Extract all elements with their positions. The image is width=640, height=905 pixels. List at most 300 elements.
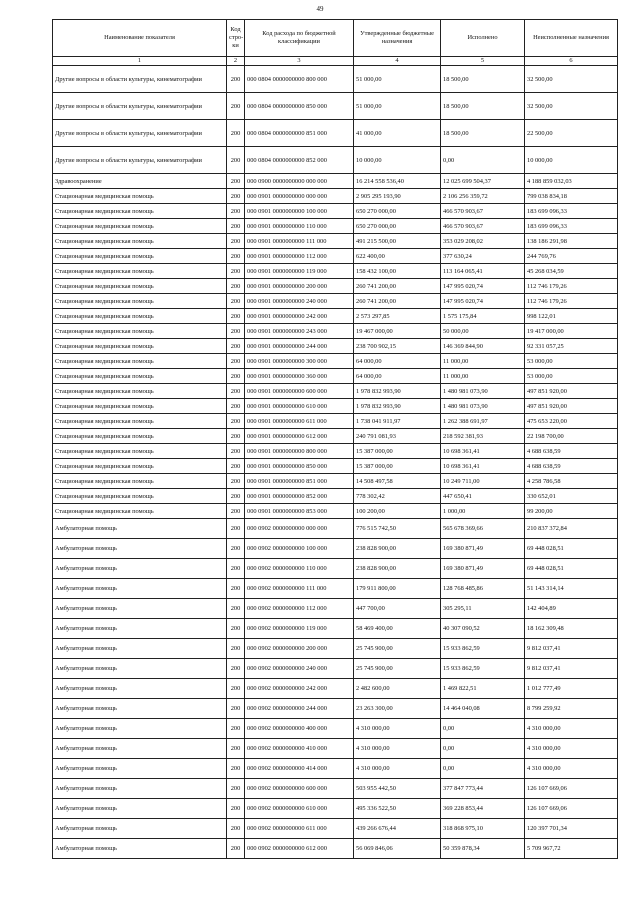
- row-executed-amount: 353 029 208,02: [441, 234, 525, 249]
- table-row: [53, 189, 618, 204]
- table-row: [53, 174, 618, 189]
- row-executed-amount: 18 500,00: [441, 66, 525, 93]
- row-line-code: 200: [227, 579, 245, 599]
- column-number-row: [53, 57, 618, 66]
- row-indicator-name: Другие вопросы в области культуры, кинематографии: [53, 147, 227, 174]
- row-approved-amount: 260 741 200,00: [354, 279, 441, 294]
- row-line-code: 200: [227, 759, 245, 779]
- row-line-code: 200: [227, 354, 245, 369]
- row-executed-amount: 50 000,00: [441, 324, 525, 339]
- row-line-code: 200: [227, 234, 245, 249]
- row-line-code: 200: [227, 739, 245, 759]
- row-line-code: 200: [227, 799, 245, 819]
- table-row: [53, 234, 618, 249]
- row-approved-amount: 51 000,00: [354, 93, 441, 120]
- row-line-code: 200: [227, 66, 245, 93]
- row-expense-code: 000 0902 0000000000 110 000: [245, 559, 354, 579]
- row-executed-amount: 2 106 256 359,72: [441, 189, 525, 204]
- row-unexecuted-amount: 51 143 314,14: [525, 579, 618, 599]
- row-unexecuted-amount: 4 310 000,00: [525, 759, 618, 779]
- row-indicator-name: Амбулаторная помощь: [53, 759, 227, 779]
- row-executed-amount: 169 380 871,49: [441, 539, 525, 559]
- row-indicator-name: Стационарная медицинская помощь: [53, 384, 227, 399]
- header-approved: Утвержденные бюджетные назначения: [354, 20, 441, 57]
- row-expense-code: 000 0901 0000000000 000 000: [245, 189, 354, 204]
- row-expense-code: 000 0804 0000000000 851 000: [245, 120, 354, 147]
- row-unexecuted-amount: 53 000,00: [525, 369, 618, 384]
- row-expense-code: 000 0902 0000000000 242 000: [245, 679, 354, 699]
- row-expense-code: 000 0901 0000000000 852 000: [245, 489, 354, 504]
- table-row: [53, 429, 618, 444]
- row-executed-amount: 169 380 871,49: [441, 559, 525, 579]
- row-line-code: 200: [227, 559, 245, 579]
- table-row: [53, 839, 618, 859]
- row-unexecuted-amount: 126 107 669,06: [525, 779, 618, 799]
- row-indicator-name: Стационарная медицинская помощь: [53, 309, 227, 324]
- row-indicator-name: Другие вопросы в области культуры, кинематографии: [53, 93, 227, 120]
- row-executed-amount: 40 307 090,52: [441, 619, 525, 639]
- row-executed-amount: 14 464 040,08: [441, 699, 525, 719]
- row-approved-amount: 650 270 000,00: [354, 219, 441, 234]
- row-expense-code: 000 0902 0000000000 000 000: [245, 519, 354, 539]
- row-expense-code: 000 0902 0000000000 400 000: [245, 719, 354, 739]
- table-row: [53, 599, 618, 619]
- row-approved-amount: 2 905 295 193,90: [354, 189, 441, 204]
- header-unexecuted: Неисполненные назначения: [525, 20, 618, 57]
- row-line-code: 200: [227, 444, 245, 459]
- row-expense-code: 000 0901 0000000000 243 000: [245, 324, 354, 339]
- row-indicator-name: Амбулаторная помощь: [53, 779, 227, 799]
- row-expense-code: 000 0901 0000000000 100 000: [245, 204, 354, 219]
- row-expense-code: 000 0902 0000000000 112 000: [245, 599, 354, 619]
- row-line-code: 200: [227, 174, 245, 189]
- row-expense-code: 000 0900 0000000000 000 000: [245, 174, 354, 189]
- row-line-code: 200: [227, 659, 245, 679]
- row-expense-code: 000 0901 0000000000 800 000: [245, 444, 354, 459]
- row-approved-amount: 238 828 900,00: [354, 559, 441, 579]
- row-indicator-name: Амбулаторная помощь: [53, 699, 227, 719]
- row-unexecuted-amount: 9 812 037,41: [525, 659, 618, 679]
- row-approved-amount: 25 745 900,00: [354, 639, 441, 659]
- table-row: [53, 779, 618, 799]
- row-line-code: 200: [227, 459, 245, 474]
- row-indicator-name: Другие вопросы в области культуры, кинематографии: [53, 120, 227, 147]
- row-unexecuted-amount: 5 709 967,72: [525, 839, 618, 859]
- row-approved-amount: 778 302,42: [354, 489, 441, 504]
- row-unexecuted-amount: 69 448 028,51: [525, 539, 618, 559]
- column-number: 5: [441, 57, 525, 66]
- row-line-code: 200: [227, 264, 245, 279]
- row-approved-amount: 491 215 500,00: [354, 234, 441, 249]
- row-expense-code: 000 0901 0000000000 610 000: [245, 399, 354, 414]
- row-expense-code: 000 0902 0000000000 414 000: [245, 759, 354, 779]
- table-row: [53, 579, 618, 599]
- table-row: [53, 384, 618, 399]
- row-line-code: 200: [227, 619, 245, 639]
- row-expense-code: 000 0901 0000000000 360 000: [245, 369, 354, 384]
- row-indicator-name: Стационарная медицинская помощь: [53, 399, 227, 414]
- row-unexecuted-amount: 4 310 000,00: [525, 739, 618, 759]
- column-number: 1: [53, 57, 227, 66]
- table-row: [53, 459, 618, 474]
- table-row: [53, 66, 618, 93]
- row-line-code: 200: [227, 414, 245, 429]
- row-executed-amount: 565 678 369,66: [441, 519, 525, 539]
- row-unexecuted-amount: 497 851 920,00: [525, 399, 618, 414]
- row-executed-amount: 447 650,41: [441, 489, 525, 504]
- row-line-code: 200: [227, 779, 245, 799]
- row-line-code: 200: [227, 429, 245, 444]
- row-unexecuted-amount: 4 310 000,00: [525, 719, 618, 739]
- row-expense-code: 000 0901 0000000000 853 000: [245, 504, 354, 519]
- row-line-code: 200: [227, 504, 245, 519]
- row-line-code: 200: [227, 719, 245, 739]
- row-executed-amount: 1 469 822,51: [441, 679, 525, 699]
- row-executed-amount: 377 847 773,44: [441, 779, 525, 799]
- row-unexecuted-amount: 4 688 638,59: [525, 459, 618, 474]
- row-executed-amount: 146 369 844,90: [441, 339, 525, 354]
- row-approved-amount: 15 387 000,00: [354, 444, 441, 459]
- table-row: [53, 659, 618, 679]
- row-unexecuted-amount: 53 000,00: [525, 354, 618, 369]
- row-expense-code: 000 0901 0000000000 300 000: [245, 354, 354, 369]
- row-approved-amount: 1 978 832 993,90: [354, 384, 441, 399]
- table-row: [53, 399, 618, 414]
- row-line-code: 200: [227, 384, 245, 399]
- row-executed-amount: 10 249 711,00: [441, 474, 525, 489]
- row-expense-code: 000 0902 0000000000 610 000: [245, 799, 354, 819]
- row-executed-amount: 1 262 388 691,97: [441, 414, 525, 429]
- row-executed-amount: 18 500,00: [441, 93, 525, 120]
- row-expense-code: 000 0901 0000000000 611 000: [245, 414, 354, 429]
- row-expense-code: 000 0902 0000000000 611 000: [245, 819, 354, 839]
- table-row: [53, 819, 618, 839]
- row-line-code: 200: [227, 839, 245, 859]
- row-line-code: 200: [227, 249, 245, 264]
- column-number: 6: [525, 57, 618, 66]
- row-line-code: 200: [227, 819, 245, 839]
- row-indicator-name: Амбулаторная помощь: [53, 599, 227, 619]
- table-row: [53, 489, 618, 504]
- table-row: [53, 294, 618, 309]
- table-row: [53, 539, 618, 559]
- row-unexecuted-amount: 99 200,00: [525, 504, 618, 519]
- row-unexecuted-amount: 22 198 700,00: [525, 429, 618, 444]
- row-approved-amount: 64 000,00: [354, 354, 441, 369]
- column-number: 3: [245, 57, 354, 66]
- row-approved-amount: 776 515 742,50: [354, 519, 441, 539]
- row-executed-amount: 369 228 853,44: [441, 799, 525, 819]
- row-unexecuted-amount: 330 652,01: [525, 489, 618, 504]
- row-indicator-name: Стационарная медицинская помощь: [53, 339, 227, 354]
- row-unexecuted-amount: 244 769,76: [525, 249, 618, 264]
- row-executed-amount: 10 698 361,41: [441, 444, 525, 459]
- row-indicator-name: Амбулаторная помощь: [53, 579, 227, 599]
- row-approved-amount: 495 336 522,50: [354, 799, 441, 819]
- row-approved-amount: 447 700,00: [354, 599, 441, 619]
- table-row: [53, 309, 618, 324]
- row-executed-amount: 1 480 981 073,90: [441, 399, 525, 414]
- row-line-code: 200: [227, 120, 245, 147]
- row-indicator-name: Стационарная медицинская помощь: [53, 279, 227, 294]
- row-approved-amount: 238 828 900,00: [354, 539, 441, 559]
- row-indicator-name: Стационарная медицинская помощь: [53, 444, 227, 459]
- row-indicator-name: Амбулаторная помощь: [53, 839, 227, 859]
- row-executed-amount: 113 164 065,41: [441, 264, 525, 279]
- page-number: 49: [316, 5, 324, 13]
- row-approved-amount: 179 911 800,00: [354, 579, 441, 599]
- row-indicator-name: Стационарная медицинская помощь: [53, 204, 227, 219]
- row-approved-amount: 15 387 000,00: [354, 459, 441, 474]
- row-line-code: 200: [227, 339, 245, 354]
- row-approved-amount: 439 266 676,44: [354, 819, 441, 839]
- row-unexecuted-amount: 497 851 920,00: [525, 384, 618, 399]
- row-indicator-name: Стационарная медицинская помощь: [53, 249, 227, 264]
- column-number: 2: [227, 57, 245, 66]
- row-unexecuted-amount: 112 746 179,26: [525, 294, 618, 309]
- row-line-code: 200: [227, 399, 245, 414]
- row-approved-amount: 56 069 846,06: [354, 839, 441, 859]
- row-unexecuted-amount: 142 404,89: [525, 599, 618, 619]
- row-approved-amount: 4 310 000,00: [354, 739, 441, 759]
- row-unexecuted-amount: 998 122,01: [525, 309, 618, 324]
- row-indicator-name: Амбулаторная помощь: [53, 539, 227, 559]
- row-approved-amount: 58 469 400,00: [354, 619, 441, 639]
- row-unexecuted-amount: 210 837 372,84: [525, 519, 618, 539]
- row-unexecuted-amount: 120 397 701,34: [525, 819, 618, 839]
- header-indicator-name: Наименование показателя: [53, 20, 227, 57]
- row-approved-amount: 14 508 497,58: [354, 474, 441, 489]
- row-unexecuted-amount: 126 107 669,06: [525, 799, 618, 819]
- row-approved-amount: 4 310 000,00: [354, 759, 441, 779]
- row-indicator-name: Амбулаторная помощь: [53, 619, 227, 639]
- row-executed-amount: 0,00: [441, 759, 525, 779]
- row-executed-amount: 466 570 903,67: [441, 219, 525, 234]
- table-row: [53, 93, 618, 120]
- row-indicator-name: Амбулаторная помощь: [53, 679, 227, 699]
- row-executed-amount: 18 500,00: [441, 120, 525, 147]
- row-indicator-name: Стационарная медицинская помощь: [53, 369, 227, 384]
- row-indicator-name: Амбулаторная помощь: [53, 639, 227, 659]
- row-approved-amount: 260 741 200,00: [354, 294, 441, 309]
- row-unexecuted-amount: 32 500,00: [525, 66, 618, 93]
- row-line-code: 200: [227, 324, 245, 339]
- row-indicator-name: Стационарная медицинская помощь: [53, 459, 227, 474]
- row-line-code: 200: [227, 519, 245, 539]
- row-line-code: 200: [227, 489, 245, 504]
- row-expense-code: 000 0901 0000000000 110 000: [245, 219, 354, 234]
- header-executed: Исполнено: [441, 20, 525, 57]
- row-indicator-name: Амбулаторная помощь: [53, 799, 227, 819]
- row-expense-code: 000 0901 0000000000 242 000: [245, 309, 354, 324]
- row-expense-code: 000 0804 0000000000 850 000: [245, 93, 354, 120]
- table-row: [53, 339, 618, 354]
- table-row: [53, 619, 618, 639]
- table-row: [53, 799, 618, 819]
- row-unexecuted-amount: 22 500,00: [525, 120, 618, 147]
- row-indicator-name: Стационарная медицинская помощь: [53, 474, 227, 489]
- row-expense-code: 000 0901 0000000000 244 000: [245, 339, 354, 354]
- table-row: [53, 679, 618, 699]
- table-row: [53, 249, 618, 264]
- row-expense-code: 000 0902 0000000000 111 000: [245, 579, 354, 599]
- row-unexecuted-amount: 183 699 096,33: [525, 219, 618, 234]
- row-indicator-name: Стационарная медицинская помощь: [53, 234, 227, 249]
- row-indicator-name: Здравоохранение: [53, 174, 227, 189]
- row-indicator-name: Амбулаторная помощь: [53, 519, 227, 539]
- row-line-code: 200: [227, 639, 245, 659]
- table-row: [53, 414, 618, 429]
- row-line-code: 200: [227, 599, 245, 619]
- row-unexecuted-amount: 19 417 000,00: [525, 324, 618, 339]
- row-approved-amount: 240 791 081,93: [354, 429, 441, 444]
- table-row: [53, 219, 618, 234]
- row-executed-amount: 128 768 485,86: [441, 579, 525, 599]
- row-indicator-name: Стационарная медицинская помощь: [53, 414, 227, 429]
- row-approved-amount: 503 955 442,50: [354, 779, 441, 799]
- row-unexecuted-amount: 10 000,00: [525, 147, 618, 174]
- row-approved-amount: 19 467 000,00: [354, 324, 441, 339]
- row-indicator-name: Стационарная медицинская помощь: [53, 189, 227, 204]
- row-line-code: 200: [227, 189, 245, 204]
- row-line-code: 200: [227, 279, 245, 294]
- row-approved-amount: 622 400,00: [354, 249, 441, 264]
- row-expense-code: 000 0902 0000000000 410 000: [245, 739, 354, 759]
- row-indicator-name: Амбулаторная помощь: [53, 819, 227, 839]
- row-executed-amount: 0,00: [441, 147, 525, 174]
- table-row: [53, 204, 618, 219]
- row-unexecuted-amount: 92 331 057,25: [525, 339, 618, 354]
- row-executed-amount: 1 575 175,84: [441, 309, 525, 324]
- row-expense-code: 000 0901 0000000000 111 000: [245, 234, 354, 249]
- row-executed-amount: 147 995 020,74: [441, 279, 525, 294]
- row-unexecuted-amount: 32 500,00: [525, 93, 618, 120]
- table-row: [53, 354, 618, 369]
- row-approved-amount: 158 432 100,00: [354, 264, 441, 279]
- table-row: [53, 719, 618, 739]
- row-executed-amount: 147 995 020,74: [441, 294, 525, 309]
- row-executed-amount: 10 698 361,41: [441, 459, 525, 474]
- row-executed-amount: 15 933 862,59: [441, 659, 525, 679]
- row-indicator-name: Амбулаторная помощь: [53, 659, 227, 679]
- table-row: [53, 264, 618, 279]
- table-row: [53, 639, 618, 659]
- row-executed-amount: 11 000,00: [441, 369, 525, 384]
- row-line-code: 200: [227, 204, 245, 219]
- row-line-code: 200: [227, 219, 245, 234]
- row-expense-code: 000 0804 0000000000 852 000: [245, 147, 354, 174]
- table-row: [53, 324, 618, 339]
- row-unexecuted-amount: 112 746 179,26: [525, 279, 618, 294]
- row-unexecuted-amount: 9 812 037,41: [525, 639, 618, 659]
- table-header-row: [53, 20, 618, 57]
- row-expense-code: 000 0901 0000000000 612 000: [245, 429, 354, 444]
- row-approved-amount: 650 270 000,00: [354, 204, 441, 219]
- row-unexecuted-amount: 45 268 034,59: [525, 264, 618, 279]
- row-expense-code: 000 0902 0000000000 119 000: [245, 619, 354, 639]
- row-expense-code: 000 0901 0000000000 850 000: [245, 459, 354, 474]
- row-expense-code: 000 0901 0000000000 200 000: [245, 279, 354, 294]
- row-approved-amount: 2 482 600,00: [354, 679, 441, 699]
- row-indicator-name: Стационарная медицинская помощь: [53, 264, 227, 279]
- row-unexecuted-amount: 799 038 834,18: [525, 189, 618, 204]
- row-line-code: 200: [227, 679, 245, 699]
- row-executed-amount: 50 359 878,34: [441, 839, 525, 859]
- row-line-code: 200: [227, 294, 245, 309]
- row-unexecuted-amount: 4 188 859 032,03: [525, 174, 618, 189]
- row-indicator-name: Стационарная медицинская помощь: [53, 294, 227, 309]
- table-row: [53, 504, 618, 519]
- row-unexecuted-amount: 183 699 096,33: [525, 204, 618, 219]
- row-unexecuted-amount: 138 186 291,98: [525, 234, 618, 249]
- row-executed-amount: 1 000,00: [441, 504, 525, 519]
- table-row: [53, 699, 618, 719]
- table-row: [53, 759, 618, 779]
- row-expense-code: 000 0902 0000000000 240 000: [245, 659, 354, 679]
- row-expense-code: 000 0901 0000000000 240 000: [245, 294, 354, 309]
- row-unexecuted-amount: 4 688 638,59: [525, 444, 618, 459]
- row-indicator-name: Стационарная медицинская помощь: [53, 219, 227, 234]
- table-row: [53, 739, 618, 759]
- row-line-code: 200: [227, 369, 245, 384]
- row-approved-amount: 100 200,00: [354, 504, 441, 519]
- row-unexecuted-amount: 475 653 220,00: [525, 414, 618, 429]
- table-row: [53, 474, 618, 489]
- row-expense-code: 000 0902 0000000000 244 000: [245, 699, 354, 719]
- row-executed-amount: 0,00: [441, 719, 525, 739]
- row-line-code: 200: [227, 539, 245, 559]
- row-executed-amount: 377 630,24: [441, 249, 525, 264]
- header-line-code: Код стро-ки: [227, 20, 245, 57]
- row-indicator-name: Стационарная медицинская помощь: [53, 504, 227, 519]
- table-row: [53, 559, 618, 579]
- row-executed-amount: 318 868 975,10: [441, 819, 525, 839]
- row-approved-amount: 51 000,00: [354, 66, 441, 93]
- row-line-code: 200: [227, 147, 245, 174]
- row-approved-amount: 238 700 902,15: [354, 339, 441, 354]
- row-approved-amount: 10 000,00: [354, 147, 441, 174]
- row-line-code: 200: [227, 309, 245, 324]
- row-expense-code: 000 0901 0000000000 600 000: [245, 384, 354, 399]
- row-approved-amount: 23 263 300,00: [354, 699, 441, 719]
- row-indicator-name: Амбулаторная помощь: [53, 739, 227, 759]
- row-approved-amount: 25 745 900,00: [354, 659, 441, 679]
- row-indicator-name: Стационарная медицинская помощь: [53, 324, 227, 339]
- row-executed-amount: 11 000,00: [441, 354, 525, 369]
- row-expense-code: 000 0902 0000000000 100 000: [245, 539, 354, 559]
- row-executed-amount: 305 295,11: [441, 599, 525, 619]
- row-executed-amount: 0,00: [441, 739, 525, 759]
- table-body: [53, 66, 618, 859]
- row-indicator-name: Амбулаторная помощь: [53, 559, 227, 579]
- row-expense-code: 000 0901 0000000000 119 000: [245, 264, 354, 279]
- row-unexecuted-amount: 4 258 786,58: [525, 474, 618, 489]
- budget-execution-table: [52, 19, 618, 859]
- header-expense-code: Код расхода по бюджетной классификации: [245, 20, 354, 57]
- row-unexecuted-amount: 18 162 309,48: [525, 619, 618, 639]
- column-number: 4: [354, 57, 441, 66]
- row-indicator-name: Стационарная медицинская помощь: [53, 429, 227, 444]
- row-line-code: 200: [227, 699, 245, 719]
- row-executed-amount: 12 025 699 504,37: [441, 174, 525, 189]
- row-line-code: 200: [227, 474, 245, 489]
- row-expense-code: 000 0804 0000000000 800 000: [245, 66, 354, 93]
- row-approved-amount: 41 000,00: [354, 120, 441, 147]
- table-row: [53, 519, 618, 539]
- row-approved-amount: 4 310 000,00: [354, 719, 441, 739]
- table-row: [53, 147, 618, 174]
- row-unexecuted-amount: 8 799 259,92: [525, 699, 618, 719]
